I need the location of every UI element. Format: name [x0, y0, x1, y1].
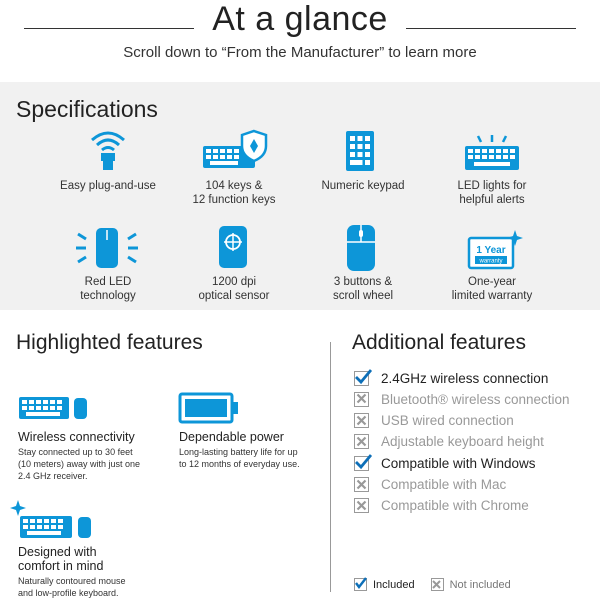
keyboard-led-icon [464, 134, 520, 179]
mouse-red-led-icon [74, 226, 140, 277]
additional-feature-label: USB wired connection [381, 413, 514, 429]
section-divider [330, 342, 331, 592]
additional-feature-row [354, 475, 506, 495]
legend-not-included-label: Not included [449, 578, 511, 591]
legend-included-label: Included [373, 578, 415, 591]
page-subtitle: Scroll down to “From the Manufacturer” to learn more [123, 44, 477, 61]
not-included-checkbox-icon [354, 392, 369, 407]
spec-label-red-led: Red LED technology [80, 276, 136, 302]
battery-icon [178, 392, 240, 429]
included-checkbox-icon [354, 456, 369, 471]
warranty-badge-icon [467, 230, 523, 275]
wireless-keyboard-mouse-icon [18, 394, 88, 427]
feature-legend [354, 578, 511, 591]
additional-feature-label: Adjustable keyboard height [381, 434, 544, 450]
not-included-checkbox-icon [354, 498, 369, 513]
comfort-keyboard-mouse-icon [10, 500, 94, 547]
page-title: At a glance [212, 0, 388, 38]
additional-feature-label: Compatible with Mac [381, 477, 507, 492]
keyboard-shield-icon [202, 128, 268, 177]
mouse-buttons-icon [346, 224, 376, 277]
spec-label-led-lights: LED lights for helpful alerts [457, 180, 527, 206]
dependable-power-title: Dependable power [179, 430, 284, 444]
additional-features-title: Additional features [352, 331, 526, 354]
additional-feature-row [354, 389, 570, 409]
wireless-connectivity-title: Wireless connectivity [18, 430, 135, 444]
additional-feature-row [354, 411, 514, 431]
dependable-power-desc: Long-lasting battery life for up to 12 months of everyday use. [179, 447, 300, 469]
usb-receiver-wireless-icon [88, 128, 128, 177]
legend-included-checkbox-icon [354, 578, 367, 591]
warranty-badge-line2: warranty [479, 258, 503, 265]
spec-label-numeric-keypad: Numeric keypad [321, 180, 405, 192]
not-included-checkbox-icon [354, 434, 369, 449]
not-included-checkbox-icon [354, 413, 369, 428]
numeric-keypad-icon [345, 130, 375, 177]
spec-label-buttons: 3 buttons & scroll wheel [332, 276, 394, 302]
additional-feature-label: 2.4GHz wireless connection [381, 370, 549, 386]
additional-feature-row [354, 453, 536, 473]
comfort-design-desc: Naturally contoured mouse and low-profile keyboard. [18, 576, 126, 598]
additional-feature-label: Compatible with Chrome [381, 498, 529, 514]
specifications-title: Specifications [16, 96, 158, 122]
not-included-checkbox-icon [354, 477, 369, 492]
additional-feature-label: Bluetooth® wireless connection [381, 391, 570, 407]
comfort-design-title: Designed with comfort in mind [18, 545, 104, 573]
spec-label-keys: 104 keys & 12 function keys [192, 180, 276, 206]
additional-feature-row [354, 432, 544, 452]
warranty-badge-line1: 1 Year [476, 245, 506, 256]
spec-label-plug-and-use: Easy plug-and-use [60, 180, 156, 192]
spec-label-optical-sensor: 1200 dpi optical sensor [198, 276, 270, 302]
additional-feature-row [354, 368, 548, 388]
additional-feature-label: Compatible with Windows [381, 455, 536, 471]
optical-sensor-icon [218, 224, 248, 275]
legend-not-included-checkbox-icon [431, 578, 444, 591]
spec-label-warranty: One-year limited warranty [451, 276, 533, 302]
additional-feature-row [354, 496, 529, 516]
wireless-connectivity-desc: Stay connected up to 30 feet (10 meters) away with just one 2.4 GHz receiver. [18, 447, 141, 481]
highlighted-features-title: Highlighted features [16, 331, 203, 354]
included-checkbox-icon [354, 371, 369, 386]
